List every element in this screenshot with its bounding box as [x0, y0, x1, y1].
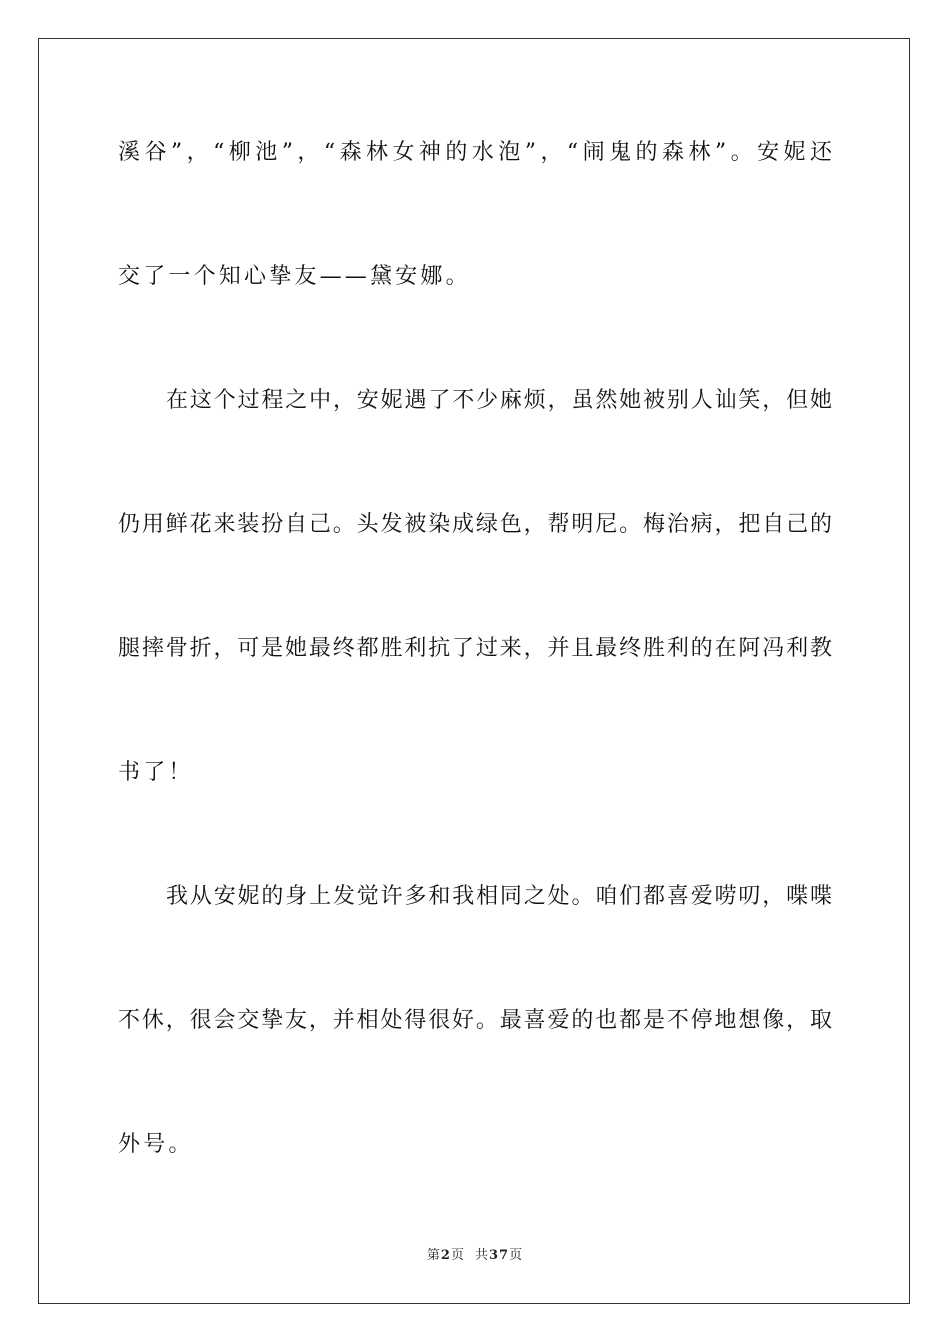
page-number: 2 — [440, 1248, 451, 1263]
body-text-line: 腿摔骨折，可是她最终都胜利抗了过来，并且最终胜利的在阿冯利教 — [118, 636, 832, 661]
page-border — [38, 38, 910, 1304]
page-footer — [0, 1246, 950, 1266]
body-text-line: 仍用鲜花来装扮自己。头发被染成绿色，帮明尼。梅治病，把自己的 — [118, 512, 832, 537]
body-text-line: 我从安妮的身上发觉许多和我相同之处。咱们都喜爱唠叨，喋喋 — [166, 884, 832, 909]
body-text-line: 交了一个知心挚友——黛安娜。 — [118, 264, 471, 289]
body-text-line: 溪谷”，“柳池”，“森林女神的水泡”，“闹鬼的森林”。安妮还 — [118, 140, 832, 165]
body-text-line: 外号。 — [118, 1132, 194, 1157]
total-prefix: 共 — [474, 1248, 489, 1263]
total-suffix: 页 — [509, 1248, 524, 1263]
body-text-line: 在这个过程之中，安妮遇了不少麻烦，虽然她被别人讪笑，但她 — [166, 388, 832, 413]
total-pages: 37 — [488, 1248, 510, 1263]
body-text-line: 不休，很会交挚友，并相处得很好。最喜爱的也都是不停地想像，取 — [118, 1008, 832, 1033]
body-text-line: 书了！ — [118, 760, 194, 785]
page-suffix: 页 — [450, 1248, 465, 1263]
page-prefix: 第 — [426, 1248, 441, 1263]
